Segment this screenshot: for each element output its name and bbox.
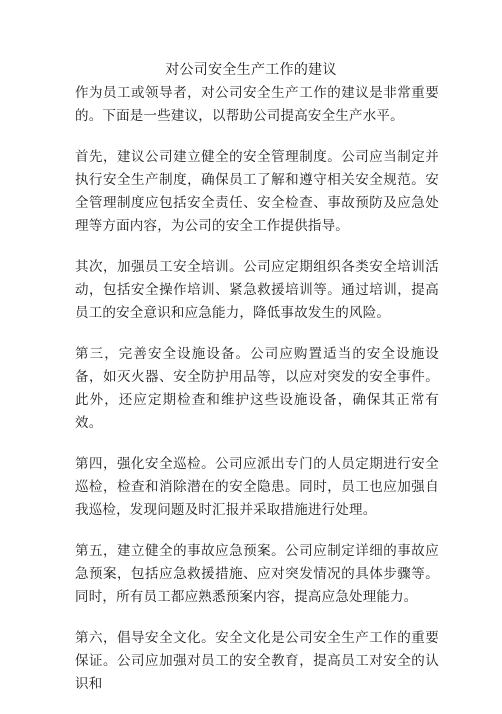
document-body: [75, 82, 439, 714]
paragraph-fourth: 第四，强化安全巡检。公司应派出专门的人员定期进行安全巡检，检查和消除潜在的安全隐患。同时，员工也应加强自我巡检，发现问题及时汇报并采取措施进行处理。: [75, 456, 439, 518]
document-title: 对公司安全生产工作的建议: [165, 62, 337, 78]
paragraph-first: 首先，建议公司建立健全的安全管理制度。公司应当制定并执行安全生产制度，确保员工了解和遵守相关安全规范。安全管理制度应包括安全责任、安全检查、事故预防及应急处理等方面内容，为公司的安全工作提供指导。: [75, 149, 439, 234]
paragraph-second: 其次，加强员工安全培训。公司应定期组织各类安全培训活动，包括安全操作培训、紧急救援培训等。通过培训，提高员工的安全意识和应急能力，降低事故发生的风险。: [75, 259, 439, 321]
paragraph-sixth: 第六，倡导安全文化。安全文化是公司安全生产工作的重要保证。公司应加强对员工的安全教育，提高员工对安全的认识和: [75, 630, 439, 692]
paragraph-third: 第三，完善安全设施设备。公司应购置适当的安全设施设备，如灭火器、安全防护用品等，以应对突发的安全事件。此外，还应定期检查和维护这些设施设备，确保其正常有效。: [75, 346, 439, 431]
paragraph-intro: 作为员工或领导者，对公司安全生产工作的建议是非常重要的。下面是一些建议，以帮助公司提高安全生产水平。: [75, 85, 439, 124]
paragraph-fifth: 第五，建立健全的事故应急预案。公司应制定详细的事故应急预案，包括应急救援措施、应对突发情况的具体步骤等。同时，所有员工都应熟悉预案内容，提高应急处理能力。: [75, 543, 439, 605]
